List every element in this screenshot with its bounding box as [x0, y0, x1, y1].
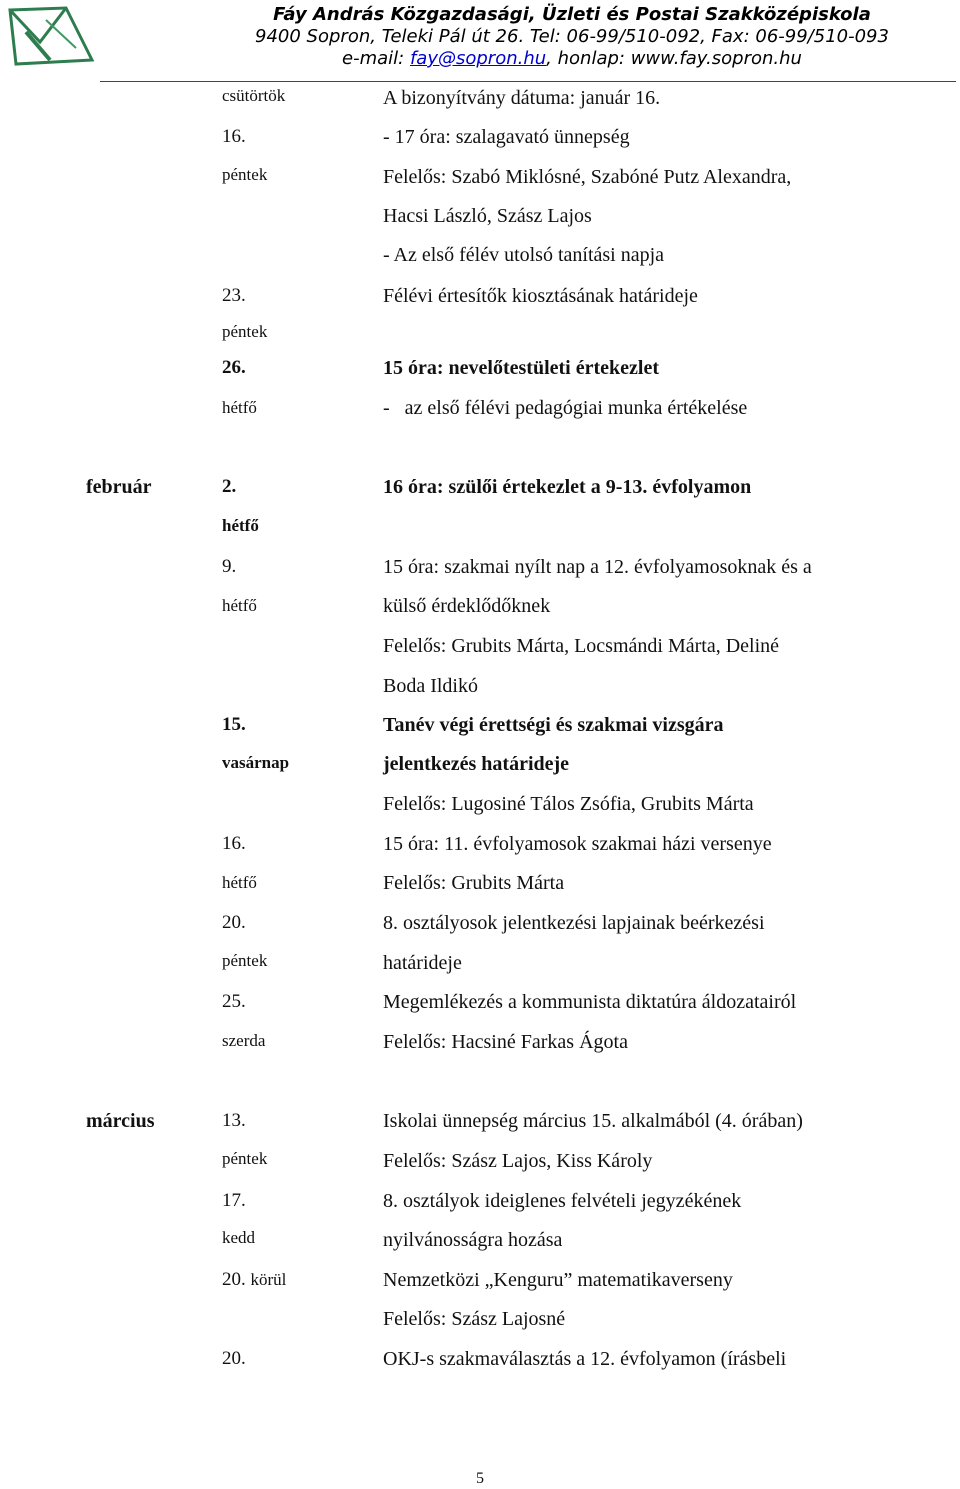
date: 26.: [222, 357, 246, 378]
event-text: Felelős: Szabó Miklósné, Szabóné Putz Alexandra,: [383, 166, 792, 188]
event-text: Felelős: Szász Lajosné: [383, 1308, 566, 1330]
event-text: Felelős: Grubits Márta: [383, 872, 565, 894]
date: 20.: [222, 912, 246, 933]
event-text: 16 óra: szülői értekezlet a 9-13. évfolyamon: [383, 476, 752, 498]
date: 16.: [222, 833, 246, 854]
event-text: Hacsi László, Szász Lajos: [383, 205, 592, 227]
day-name: vasárnap: [222, 753, 290, 772]
event-text: - az első félévi pedagógiai munka értékelése: [383, 397, 748, 419]
event-text: Felelős: Szász Lajos, Kiss Károly: [383, 1150, 653, 1172]
day-name: péntek: [222, 322, 268, 341]
event-text: Megemlékezés a kommunista diktatúra áldozatairól: [383, 991, 797, 1013]
day-name: hétfő: [222, 516, 259, 535]
school-name: Fáy András Közgazdasági, Üzleti és Postai Szakközépiskola: [273, 4, 871, 25]
event-text: Iskolai ünnepség március 15. alkalmából (4. órában): [383, 1110, 803, 1132]
day-name: péntek: [222, 165, 268, 184]
contact-line: [192, 48, 952, 70]
page-number: 5: [476, 1470, 484, 1487]
event-text: Félévi értesítők kiosztásának határideje: [383, 285, 698, 307]
event-text: - Az első félév utolsó tanítási napja: [383, 244, 665, 266]
event-text: nyilvánosságra hozása: [383, 1229, 563, 1251]
date-suffix: körül: [250, 1270, 287, 1289]
day-name: hétfő: [222, 398, 257, 417]
event-text: határideje: [383, 952, 462, 974]
event-text: Felelős: Grubits Márta, Locsmándi Márta, Deliné: [383, 635, 780, 657]
event-text: jelentkezés határideje: [383, 753, 570, 775]
school-address: 9400 Sopron, Teleki Pál út 26. Tel: 06-99/510-092, Fax: 06-99/510-093: [255, 26, 889, 47]
day-name: kedd: [222, 1228, 256, 1247]
email-link[interactable]: fay@sopron.hu: [409, 48, 547, 69]
date: 23.: [222, 285, 246, 306]
day-name: hétfő: [222, 873, 257, 892]
date: 17.: [222, 1190, 246, 1211]
web-label: , honlap: www.fay.sopron.hu: [546, 48, 802, 69]
month-label: február: [86, 476, 152, 498]
letterhead: [192, 4, 952, 70]
event-text: külső érdeklődőknek: [383, 595, 551, 617]
event-text: 8. osztályosok jelentkezési lapjainak beérkezési: [383, 912, 765, 934]
day-name: csütörtök: [222, 86, 286, 105]
event-text: OKJ-s szakmaválasztás a 12. évfolyamon (írásbeli: [383, 1348, 787, 1370]
event-text: Tanév végi érettségi és szakmai vizsgára: [383, 714, 724, 736]
event-text: Felelős: Hacsiné Farkas Ágota: [383, 1031, 628, 1053]
event-text: 15 óra: 11. évfolyamosok szakmai házi versenye: [383, 833, 772, 855]
date: 16.: [222, 126, 246, 147]
day-name: hétfő: [222, 596, 257, 615]
date: 15.: [222, 714, 246, 735]
school-logo-icon: [6, 2, 98, 68]
event-text: A bizonyítvány dátuma: január 16.: [383, 87, 661, 109]
month-label: március: [86, 1110, 155, 1132]
event-text: Boda Ildikó: [383, 675, 478, 697]
event-text: 8. osztályok ideiglenes felvételi jegyzékének: [383, 1190, 742, 1212]
email-label: e-mail:: [342, 48, 410, 69]
date: 9.: [222, 556, 237, 577]
date: 25.: [222, 991, 246, 1012]
event-text: Felelős: Lugosiné Tálos Zsófia, Grubits Márta: [383, 793, 754, 815]
date: 20.: [222, 1348, 246, 1369]
day-name: péntek: [222, 1149, 268, 1168]
day-name: szerda: [222, 1031, 266, 1050]
date-with-note: [222, 1269, 286, 1291]
event-text: 15 óra: nevelőtestületi értekezlet: [383, 357, 659, 379]
date: 2.: [222, 476, 237, 497]
event-text: 15 óra: szakmai nyílt nap a 12. évfolyamosoknak és a: [383, 556, 812, 578]
event-text: Nemzetközi „Kenguru” matematikaverseny: [383, 1269, 733, 1291]
header-divider: [100, 81, 956, 82]
date: 13.: [222, 1110, 246, 1131]
event-text: - 17 óra: szalagavató ünnepség: [383, 126, 630, 148]
day-name: péntek: [222, 951, 268, 970]
date: 20.: [222, 1269, 246, 1290]
